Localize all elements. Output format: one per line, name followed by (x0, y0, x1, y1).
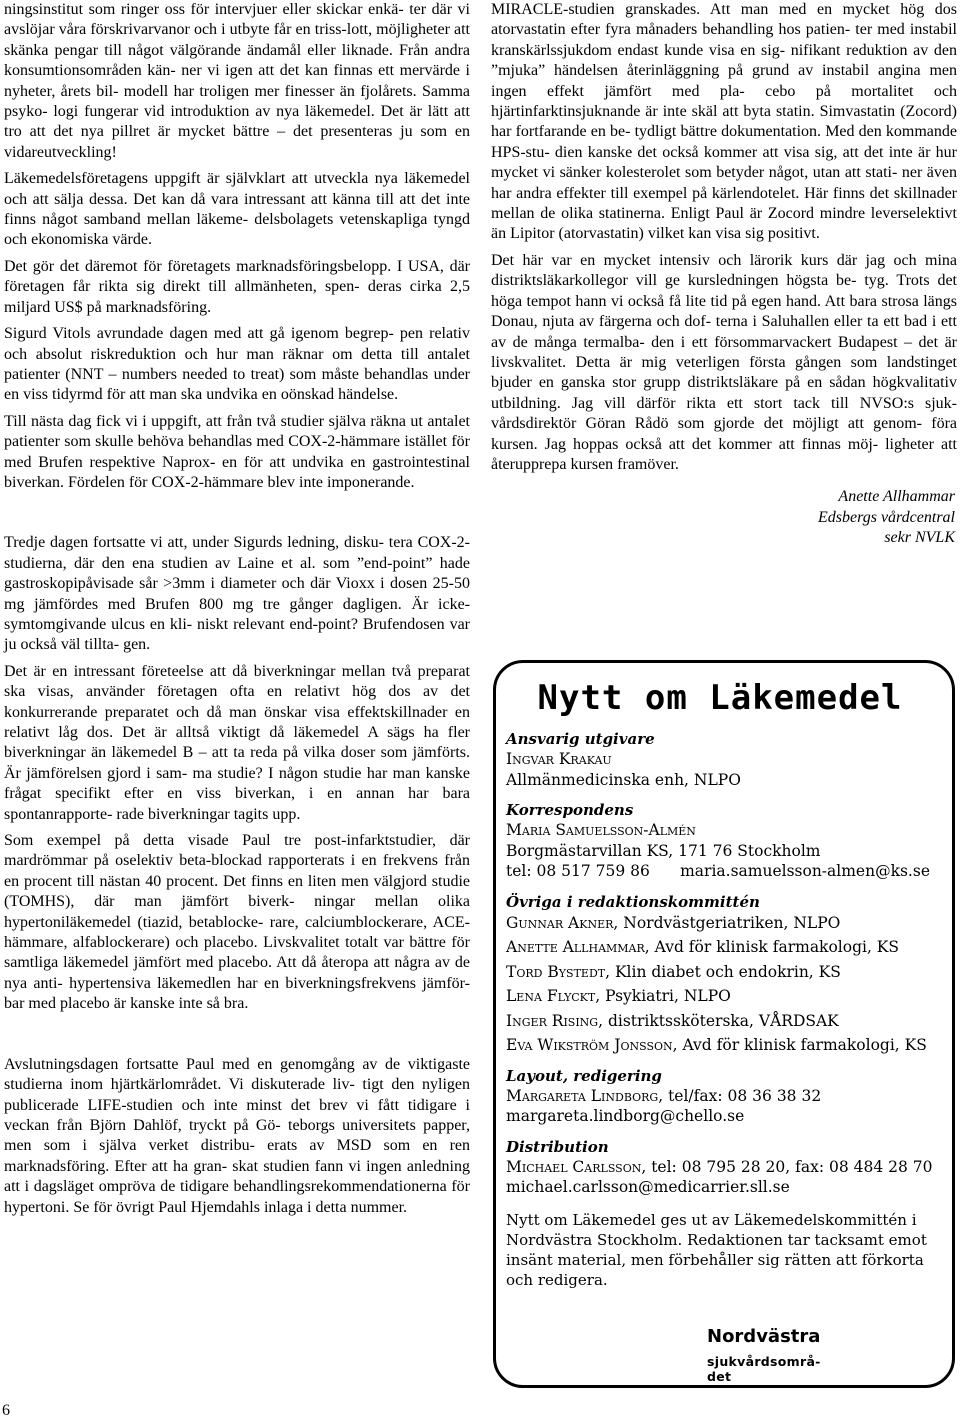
member-affiliation: , Psykiatri, NLPO (595, 987, 731, 1005)
paragraph: Det är en intressant företeelse att då biverkningar mellan två preparat ska visas, använder företagen ofta en relativt hög dos av det konkurrerande preparatet och då man önskar visa effektskillnader en relativt låg dos. Det är alltså viktigt då läkemedel A sägs ha fler biverkningar än läkemedel B – att ta reda på vilka doser som jämförts. Är jämförelsen gjord i sam- ma studie? I någon studie har man kanske frågat specifikt efter en viss biverkan, i en annan har bara spontanrapporte- rade biverkningar tagits upp. (4, 662, 470, 823)
committee-member (506, 1011, 934, 1032)
member-name: Anette Allhammar (506, 938, 645, 956)
paragraph: Avslutningsdagen fortsatte Paul med en genomgång av de viktigaste studierna inom hjärtkärlområdet. Vi diskuterade liv- tigt den nyligen publicerade LIFE-studien och inte minst det brev vi fått tidigare i veckan från Björn Dahlöf, tryckt på Gö- teborgs universitets papper, men som i själva verket distribu- erats av MSD som en ren marknadsföring. Efter att ha gran- skat studien fann vi ingen anledning att i dagsläget ompröva de tidigare behandlingsrekommendationerna för hypertoni. Se för övrigt Paul Hjemdahls inlaga i detta nummer. (4, 1055, 470, 1216)
publisher-section (506, 729, 934, 790)
author-name: Anette Allhammar (838, 488, 955, 506)
member-affiliation: , Klin diabet och endokrin, KS (605, 962, 841, 981)
member-affiliation: , Avd för klinisk farmakologi, KS (644, 938, 900, 956)
logo-subtitle (707, 1354, 857, 1384)
layout-contact (506, 1086, 934, 1107)
paragraph: ningsinstitut som ringer oss för intervjuer eller skickar enkä- ter där vi avslöjar våra förskrivarvanor och i utbyte får en triss-lott, möjligheter att skänka pengar till något välgörande ändamål eller liknade. Från andra konsumtionsområden kän- ner vi igen att det kan finnas ett mervärde i nyheter, årets bil- modell har troligen mer finesser än fjolårets. Samma psyko- logi fungerar vid introduktion av nya läkemedel. Det är lätt att tro att det nya pillret är mycket bättre – det presenteras ju som en vidareutveckling! (4, 1, 470, 161)
correspondent-email[interactable]: maria.samuelsson-almen@ks.se (680, 862, 930, 880)
distribution-contact (506, 1157, 934, 1178)
layout-email[interactable]: margareta.lindborg@chello.se (506, 1107, 745, 1125)
distribution-email[interactable]: michael.carlsson@medicarrier.sll.se (506, 1178, 790, 1196)
distribution-name: Michael Carlsson (506, 1157, 642, 1176)
committee-member (506, 1035, 934, 1056)
logo-subtitle-line: sjukvårdsområ- (707, 1354, 821, 1369)
masthead-title: Nytt om Läkemedel (537, 678, 903, 718)
correspondent-section (506, 800, 934, 882)
paragraph: Som exempel på detta visade Paul tre post-infarktstudier, där mardrömmar på oselektiv beta-blockad rapporterats i en frekvens från en procent till nästan 40 procent. Det finns en liten men välgjord studie (TOMHS), där man jämfört biverk- ningar mellan olika hypertoniläkemedel (tiazid, betablocke- rare, calciumblockerare, ACE-hämmare, alfablockerare) och placebo. Livskvalitet totalt var bättre för samtliga läkemedel jämfört med placebo. Att då återopa att några av de nya anti- hypertensiva läkemedlen har en biverkningsfrekvens jämför- bar med placebo är kanske inte så bra. (4, 832, 470, 1013)
layout-name: Margareta Lindborg (506, 1086, 659, 1105)
paragraph: MIRACLE-studien granskades. Att man med en mycket hög dos atorvastatin efter fyra månaders behandling hos patien- ter med instabil kranskärlssjukdom endast kunde visa en sig- nifikant reduktion av den ”mjuka” händelsen återinläggning på grund av instabil angina men ingen effekt jämfört med pla- cebo på mortalitet och hjärtinfarktinsjuknande är inte skäl att byta statin. Simvastatin (Zocord) har fortfarande en be- tydligt bättre dokumentation. Med den kommande HPS-stu- dien kanske det också kommer att visa sig, att det inte är hur mycket vi sänker kolesterolet som betyder något, utan att stati- ner även har andra effekter till exempel på kärlendotelet. Här finns det skillnader mellan de olika statinerna. Enligt Paul är Zocord mindre leverselektivt än Lipitor (atorvastatin) vilket kan visa sig positivt. (491, 1, 957, 243)
paragraph: Det här var en mycket intensiv och lärorik kurs där jag och mina distriktsläkarkollegor vill ge kursledningen högsta be- tyg. Trots det höga tempot hann vi också få lite tid på egen hand. Att bara strosa längs Donau, njuta av färgerna och dof- terna i Saluhallen eller ta ett bad i ett av de många termalba- den i ett försommarvackert Budapest – det är livskvalitet. Detta är mig veterligen första gången som landstinget bjuder en ganska stor grupp distriktsläkare på en sådan högkvalitativ utbildning. Jag vill därför rikta ett stort tack till NVSO:s sjuk- vårdsdirektör Göran Rådö som gjorde det möjligt att genom- föra kursen. Jag hoppas också att det kommer att finnas möj- ligheter att återupprepa kursen framöver. (491, 251, 957, 473)
publisher-unit: Allmänmedicinska enh, NLPO (506, 770, 741, 789)
member-name: Gunnar Akner (506, 913, 614, 932)
member-name: Eva Wikström Jonsson (506, 1036, 673, 1054)
section-heading: Korrespondens (506, 801, 634, 819)
page-number: 6 (2, 1402, 10, 1419)
member-affiliation: , Avd för klinisk farmakologi, KS (672, 1036, 927, 1054)
section-heading: Distribution (506, 1137, 609, 1156)
paragraph: Till nästa dag fick vi i uppgift, att från två studier själva räkna ut antalet patienter som skulle behöva behandlas med COX-2-hämmare istället för med Brufen respektive Naprox- en för att undvika en gastrointestinal biverkan. Fördelen för COX-2-hämmare blev inte imponerande. (4, 412, 470, 491)
committee-member (506, 962, 934, 983)
committee-section (506, 892, 934, 1056)
author-signature (491, 487, 957, 548)
distribution-section (506, 1137, 934, 1198)
right-column (491, 0, 957, 549)
correspondent-name: Maria Samuelsson-Almén (506, 821, 696, 839)
left-column (4, 0, 470, 1218)
author-workplace: Edsbergs vårdcentral (817, 508, 955, 526)
publisher-name: Ingvar Krakau (506, 750, 612, 768)
correspondent-phone: tel: 08 517 759 86 (506, 862, 650, 880)
correspondent-address: Borgmästarvillan KS, 171 76 Stockholm (506, 841, 821, 860)
distribution-phone: , tel: 08 795 28 20, fax: 08 484 28 70 (641, 1157, 933, 1176)
member-name: Lena Flyckt (506, 987, 596, 1005)
layout-section (506, 1066, 934, 1127)
masthead-box (493, 660, 955, 1388)
section-heading: Ansvarig utgivare (506, 730, 655, 748)
committee-member (506, 937, 934, 958)
region-logo (707, 1326, 857, 1384)
author-role: sekr NVLK (884, 529, 955, 547)
committee-member (506, 986, 934, 1007)
paragraph: Läkemedelsföretagens uppgift är självklart att utveckla nya läkemedel och att sälja dessa. Det kan då vara intressant att känna till att det inte finns något samband mellan läkeme- delsbolagets vetenskapliga tyngd och ekonomiska värde. (4, 170, 470, 249)
logo-name: Nordvästra (707, 1326, 821, 1347)
correspondent-contact (506, 861, 934, 882)
section-heading: Layout, redigering (506, 1066, 662, 1085)
member-name: Tord Bystedt (506, 962, 606, 981)
committee-member (506, 913, 934, 934)
paragraph: Tredje dagen fortsatte vi att, under Sigurds ledning, disku- tera COX-2-studierna, där den ena studien av Laine et al. som ”end-point” hade gastroskopipåvisade sår >3mm i diameter och där Vioxx i dosen 25-50 mg jämfördes med Brufen 800 mg tre gånger dagligen. Är icke-symtomgivande ulcus en kli- niskt relevant end-point? Brufendosen var ju också väl tillta- gen. (4, 534, 470, 654)
layout-phone: , tel/fax: 08 36 38 32 (658, 1086, 822, 1105)
paragraph: Sigurd Vitols avrundade dagen med att gå igenom begrep- pen relativ och absolut riskreduktion och hur man räknar om detta till antalet patienter (NNT – numbers needed to treat) som måste behandlas under en viss tidyrmd för att man ska undvika en oönskad händelse. (4, 325, 470, 404)
paragraph: Det gör det däremot för företagets marknadsföringsbelopp. I USA, där företagen får rikta sig direkt till allmänheten, spen- deras cirka 2,5 miljard US$ på marknadsföring. (4, 257, 470, 316)
logo-subtitle-line: det (707, 1369, 732, 1384)
member-name: Inger Rising (506, 1011, 599, 1030)
section-heading: Övriga i redaktionskommittén (506, 892, 760, 911)
member-affiliation: , distriktssköterska, VÅRDSAK (598, 1011, 839, 1030)
editorial-note: Nytt om Läkemedel ges ut av Läkemedelskommittén i Nordvästra Stockholm. Redaktionen tar tacksamt emot insänt material, men förbehåller sig rätten att förkorta och redigera. (506, 1210, 927, 1289)
member-affiliation: , Nordvästgeriatriken, NLPO (613, 913, 841, 932)
